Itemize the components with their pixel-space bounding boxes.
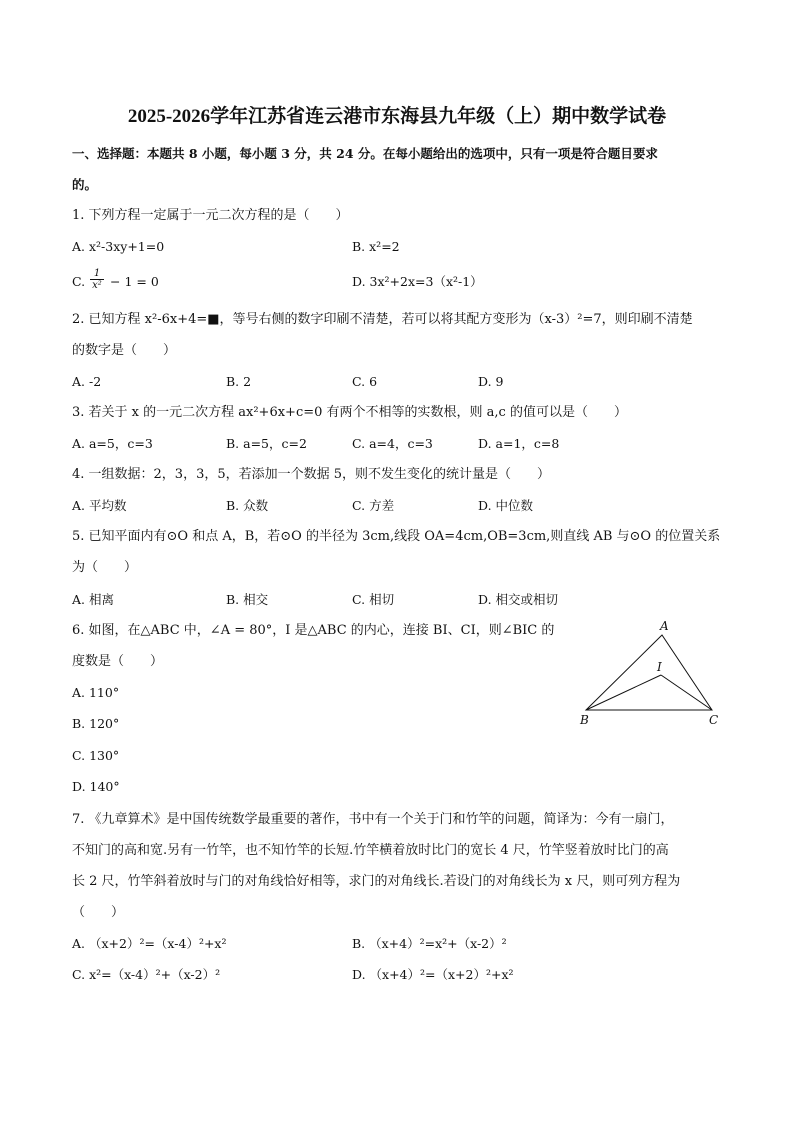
question-6-option-c: C. 130° [72, 748, 120, 763]
question-1-option-d: D. 3x²+2x=3（x²-1） [352, 274, 483, 289]
question-2-option-a: A. -2 [72, 374, 102, 389]
question-6-option-d: D. 140° [72, 779, 120, 794]
question-4-option-b: B. 众数 [226, 498, 269, 513]
segment-ci [661, 675, 712, 710]
question-3-option-a: A. a=5，c=3 [72, 436, 153, 451]
vertex-label-i: I [657, 660, 662, 674]
question-1-option-c-rest: − 1 = 0 [110, 274, 159, 289]
question-3-stem: 3. 若关于 x 的一元二次方程 ax²+6x+c=0 有两个不相等的实数根，则 a,c 的值可以是（ ） [72, 405, 627, 420]
question-7-line-1: 7. 《九章算术》是中国传统数学最重要的著作，书中有一个关于门和竹竿的问题，简译为：今有一扇门， [72, 812, 674, 827]
section-heading: 一、选择题：本题共 8 小题，每小题 3 分，共 24 分。在每小题给出的选项中，只有一项是符合题目要求 [72, 146, 658, 161]
vertex-label-b: B [580, 713, 589, 727]
question-1-stem: 1. 下列方程一定属于一元二次方程的是（ ） [72, 208, 349, 223]
question-6-line-2: 度数是（ ） [72, 654, 164, 669]
question-7-line-2: 不知门的高和宽.另有一竹竿，也不知竹竿的长短.竹竿横着放时比门的宽长 4 尺，竹竿竖着放时比门的高 [72, 843, 669, 858]
triangle-abc-figure [570, 618, 730, 733]
vertex-label-a: A [660, 619, 669, 633]
fraction-numerator: 1 [90, 268, 104, 280]
question-5-option-a: A. 相离 [72, 592, 114, 607]
question-4-option-a: A. 平均数 [72, 498, 127, 513]
question-4-option-d: D. 中位数 [478, 498, 534, 513]
question-1-option-c-fraction [90, 268, 104, 291]
section-heading-cont: 的。 [72, 177, 98, 192]
question-5-line-1: 5. 已知平面内有⊙O 和点 A，B，若⊙O 的半径为 3cm,线段 OA=4cm,OB=3cm,则直线 AB 与⊙O 的位置关系 [72, 529, 721, 544]
question-7-line-4: （ ） [72, 905, 125, 920]
question-2-line-2: 的数字是（ ） [72, 343, 177, 358]
question-2-line-1: 2. 已知方程 x²-6x+4=■，等号右侧的数字印刷不清楚，若可以将其配方变形为（x-3）²=7，则印刷不清楚 [72, 312, 693, 327]
triangle-abc [586, 635, 712, 710]
question-4-option-c: C. 方差 [352, 498, 395, 513]
question-3-option-d: D. a=1，c=8 [478, 436, 560, 451]
question-7-option-b: B. （x+4）²=x²+（x-2）² [352, 936, 507, 951]
question-6-option-b: B. 120° [72, 716, 120, 731]
question-5-option-d: D. 相交或相切 [478, 592, 559, 607]
question-1-option-b: B. x²=2 [352, 239, 400, 254]
question-3-option-c: C. a=4，c=3 [352, 436, 433, 451]
page-title: 2025-2026学年江苏省连云港市东海县九年级（上）期中数学试卷 [127, 106, 667, 127]
question-7-option-c: C. x²=（x-4）²+（x-2）² [72, 967, 221, 982]
vertex-label-c: C [709, 713, 719, 727]
question-3-option-b: B. a=5，c=2 [226, 436, 307, 451]
question-1-option-a: A. x²-3xy+1=0 [72, 239, 165, 254]
question-2-option-b: B. 2 [226, 374, 252, 389]
question-5-option-b: B. 相交 [226, 592, 269, 607]
question-4-stem: 4. 一组数据：2，3，3，5，若添加一个数据 5，则不发生变化的统计量是（ ） [72, 467, 551, 482]
question-5-option-c: C. 相切 [352, 592, 395, 607]
segment-bi [586, 675, 661, 710]
question-6-option-a: A. 110° [72, 685, 120, 700]
question-7-option-a: A. （x+2）²=（x-4）²+x² [72, 936, 227, 951]
question-2-option-d: D. 9 [478, 374, 504, 389]
question-7-line-3: 长 2 尺，竹竿斜着放时与门的对角线恰好相等，求门的对角线长.若设门的对角线长为 x 尺，则可列方程为 [72, 874, 681, 889]
question-1-option-c-label: C. [72, 274, 86, 289]
fraction-denominator: x² [92, 280, 102, 291]
question-6-line-1: 6. 如图，在△ABC 中，∠A = 80°，I 是△ABC 的内心，连接 BI、CI，则∠BIC 的 [72, 623, 555, 638]
question-2-option-c: C. 6 [352, 374, 378, 389]
question-7-option-d: D. （x+4）²=（x+2）²+x² [352, 967, 514, 982]
question-5-line-2: 为（ ） [72, 560, 138, 575]
